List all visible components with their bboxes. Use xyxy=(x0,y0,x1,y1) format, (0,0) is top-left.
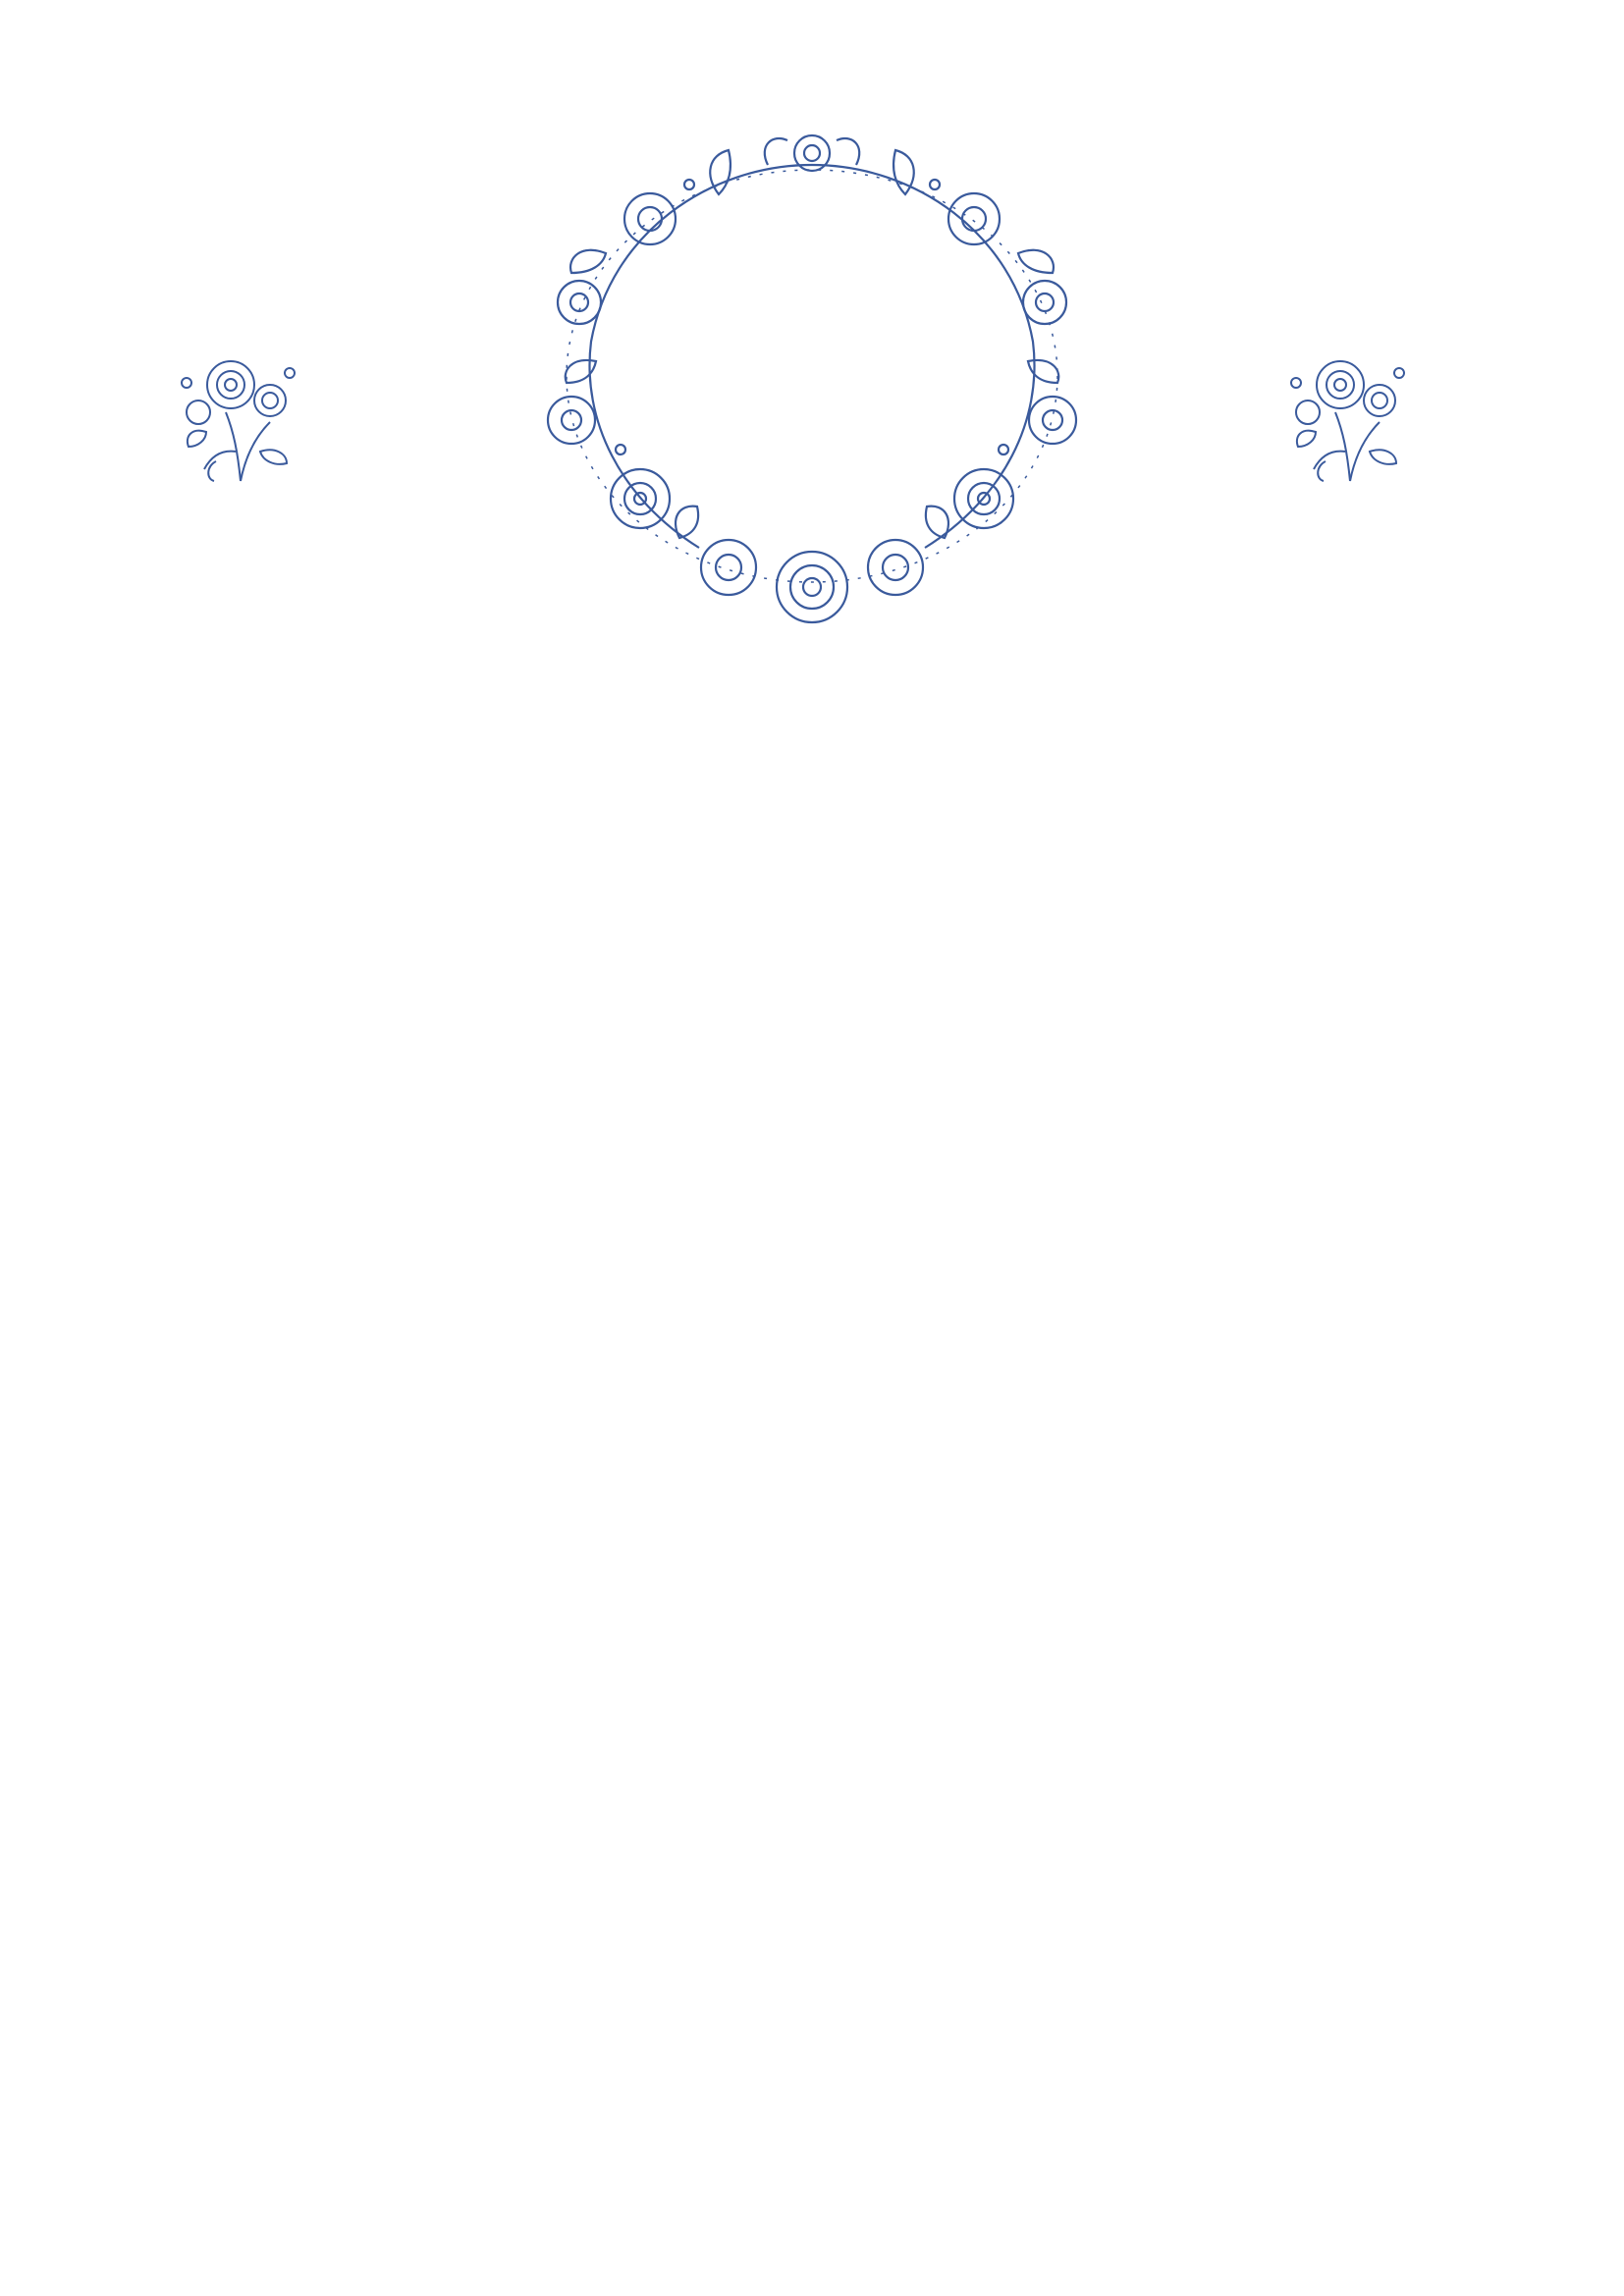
floral-bouquet-icon xyxy=(177,344,304,491)
floral-wreath-icon xyxy=(522,126,1102,636)
weekday-header-row xyxy=(90,699,1534,728)
floral-bouquet-icon xyxy=(1286,344,1414,491)
calendar-grid xyxy=(90,736,1534,2170)
